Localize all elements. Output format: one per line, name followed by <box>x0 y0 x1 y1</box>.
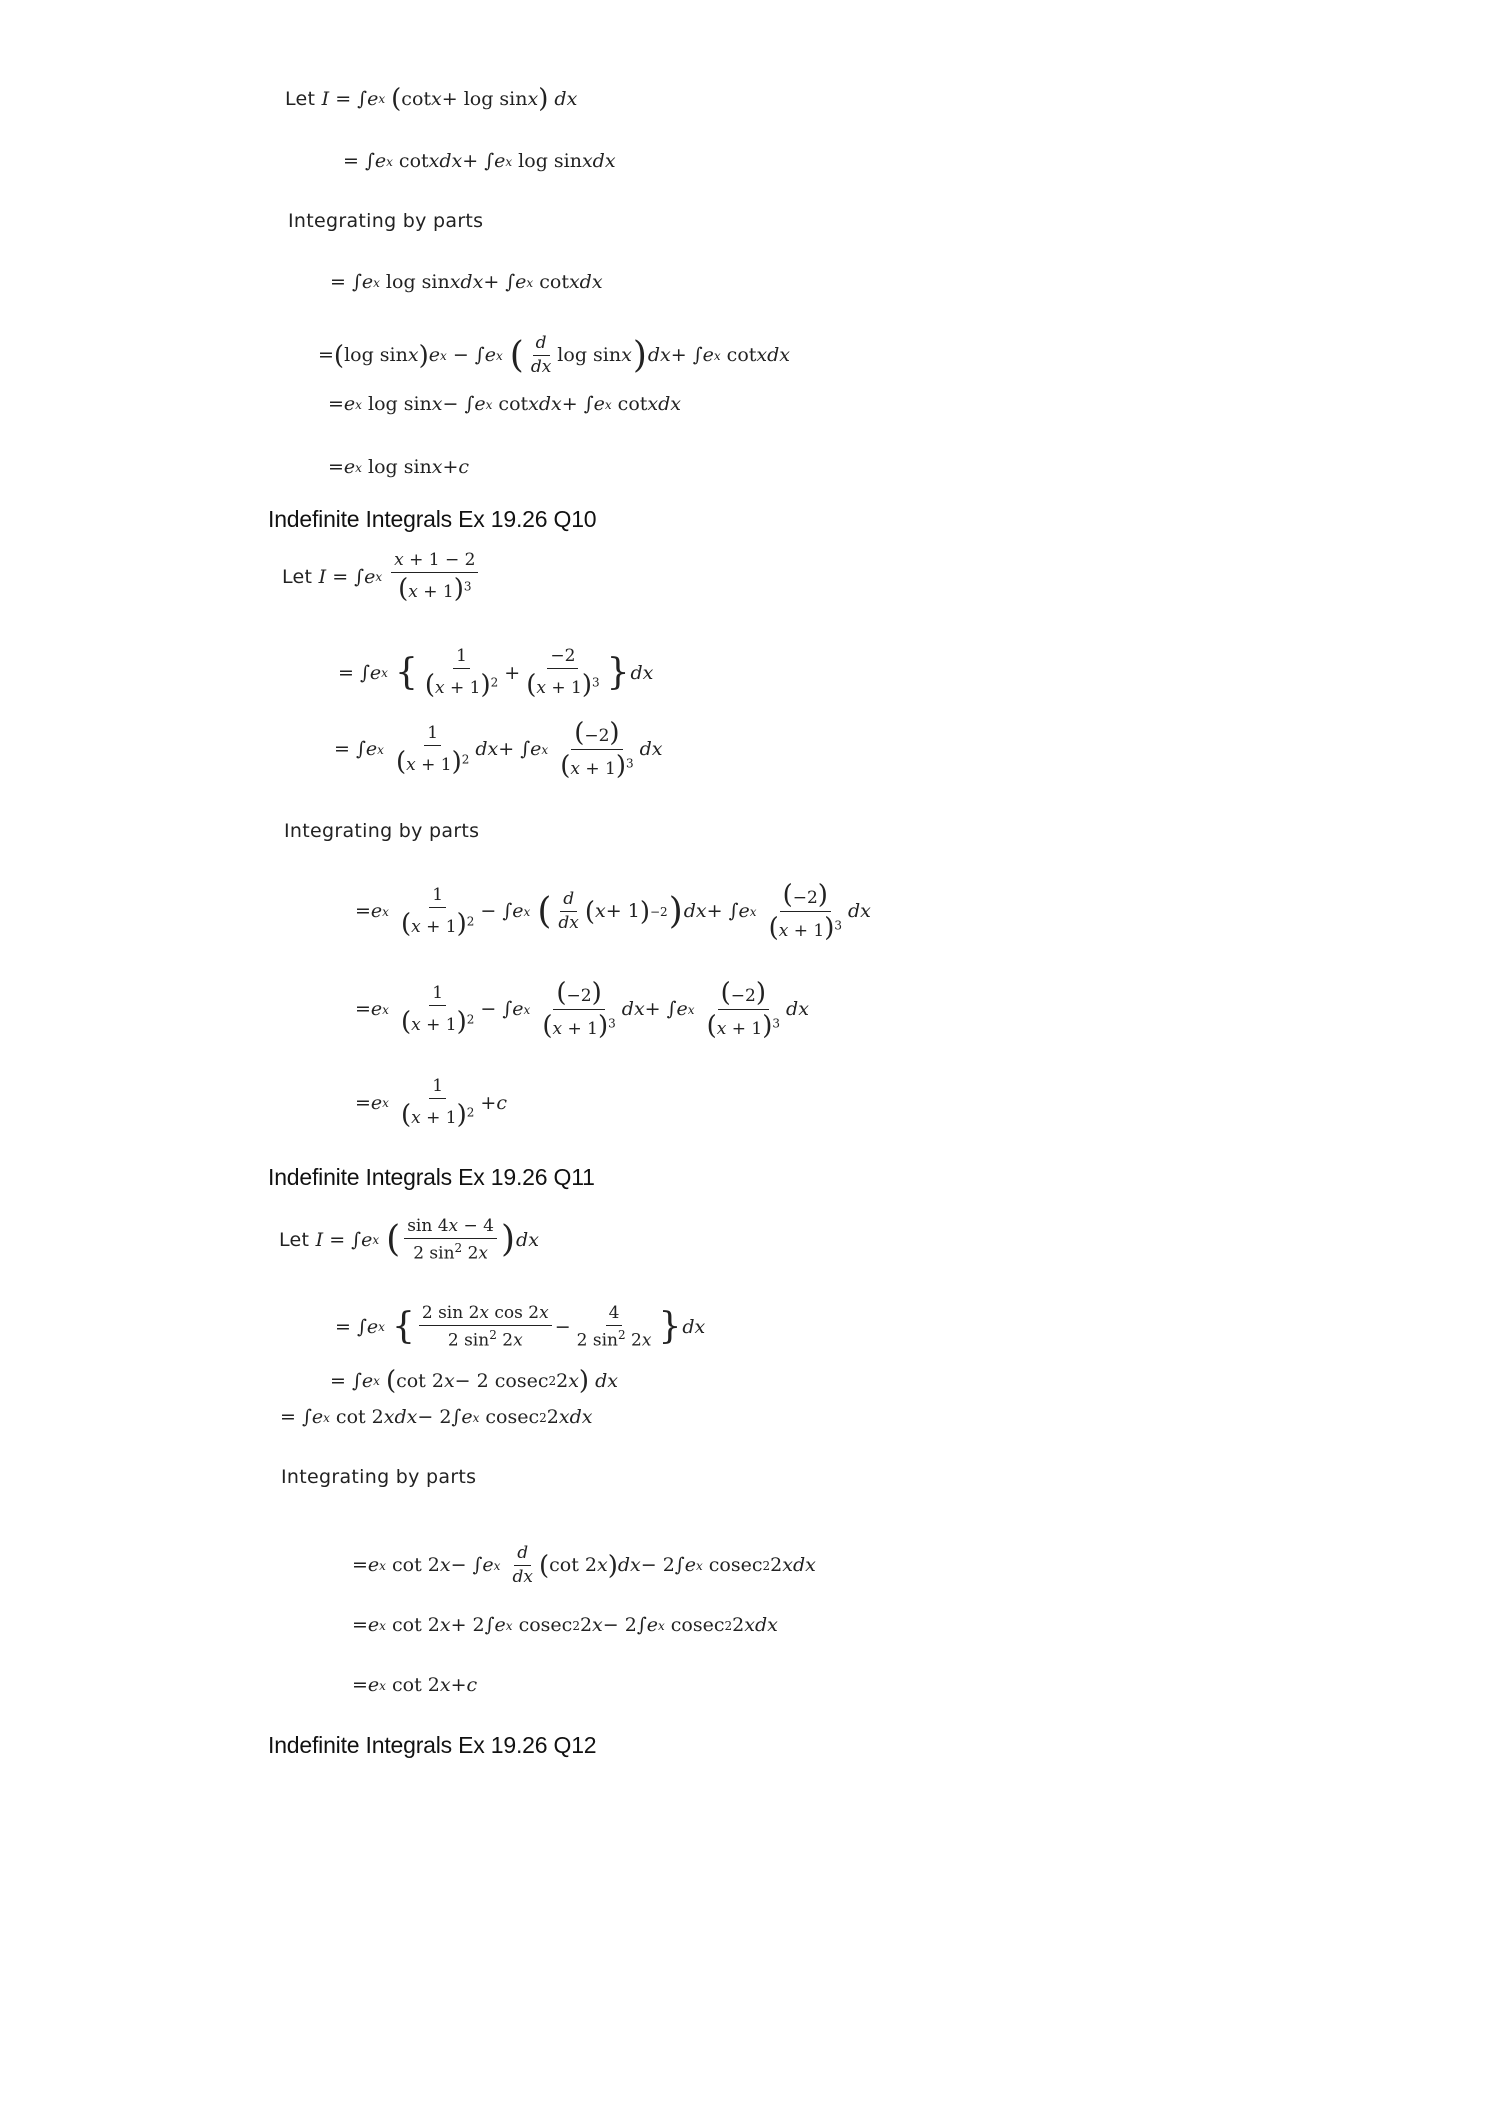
q10-line-2: = ∫ e x { $\frac{1}{(x + 1)^2}$ + $\frac{-2}{(x + 1)^3}$ } dx <box>338 646 654 700</box>
q12-heading: Indefinite Integrals Ex 19.26 Q12 <box>268 1732 597 1758</box>
q9-line-2: = ∫ e x cot xdx + ∫ e x log sin xdx <box>343 150 616 172</box>
q11-integrating-by-parts: Integrating by parts <box>281 1466 477 1488</box>
q11-line-7: = e x cot 2 x + c <box>352 1674 478 1696</box>
q11-line-1: Let I = ∫ e x ( $\frac{\sin 4x - 4}{2 \sin^2 2x}$ ) dx <box>279 1216 539 1264</box>
q9-line-6: = e x log sin x + c <box>328 456 470 478</box>
q11-line-3: = ∫ e x ( cot 2 x − 2 cosec 2 2 x ) dx <box>330 1366 619 1396</box>
q9-line-5: = e x log sin x − ∫ e x cot xdx + ∫ e x cot xdx <box>328 393 681 415</box>
q9-line-1: Let I = ∫ e x ( cot x + log sin x ) dx <box>285 84 578 114</box>
q9-line-3: = ∫ e x log sin xdx + ∫ e x cot xdx <box>330 271 603 293</box>
q10-integrating-by-parts: Integrating by parts <box>284 820 480 842</box>
q10-heading: Indefinite Integrals Ex 19.26 Q10 <box>268 506 597 532</box>
q9-line-4: = ( log sin x ) e x − ∫ e x ( $\frac{d}{dx}$ log sin x ) dx + ∫ e x cot xdx <box>318 333 790 377</box>
q11-line-6: = e x cot 2 x + 2∫ e x cosec 2 2 x − 2∫ e x cosec 2 2 xdx <box>352 1614 778 1636</box>
q10-line-4: = e x $\frac{1}{(x + 1)^2}$ − ∫ e x ( $\frac{d}{dx}$ ( x + 1 ) −2 ) dx + ∫ e x $\frac{(-2)}{(x + 1)^3}$ dx <box>355 880 871 943</box>
q10-line-1: Let I = ∫ e x $\frac{x + 1 - 2}{(x + 1)^3}$ <box>282 552 481 602</box>
q11-line-2: = ∫ e x { $\frac{\text{2 sin 2x cos 2x}}{2 \sin^2 2x}$ − $\frac{4}{2 \sin^2 2x}$ } dx <box>335 1303 706 1351</box>
q9-integrating-by-parts: Integrating by parts <box>288 210 484 232</box>
q11-heading: Indefinite Integrals Ex 19.26 Q11 <box>268 1164 595 1190</box>
q10-line-5: = e x $\frac{1}{(x + 1)^2}$ − ∫ e x $\frac{(-2)}{(x + 1)^3}$ dx + ∫ e x $\frac{(-2)}{(x + 1)^3}$ dx <box>355 978 809 1041</box>
q10-line-3: = ∫ e x $\frac{1}{(x + 1)^2}$ dx + ∫ e x $\frac{(-2)}{(x + 1)^3}$ dx <box>334 718 663 781</box>
q10-line-6: = e x $\frac{1}{(x + 1)^2}$ + c <box>355 1076 507 1130</box>
q11-line-4: = ∫ e x cot 2 xdx − 2∫ e x cosec 2 2 xdx <box>280 1406 593 1428</box>
q11-line-5: = e x cot 2 x − ∫ e x $\frac{d}{dx}$ ( cot 2 x ) dx − 2∫ e x cosec 2 2 xdx <box>352 1543 816 1587</box>
